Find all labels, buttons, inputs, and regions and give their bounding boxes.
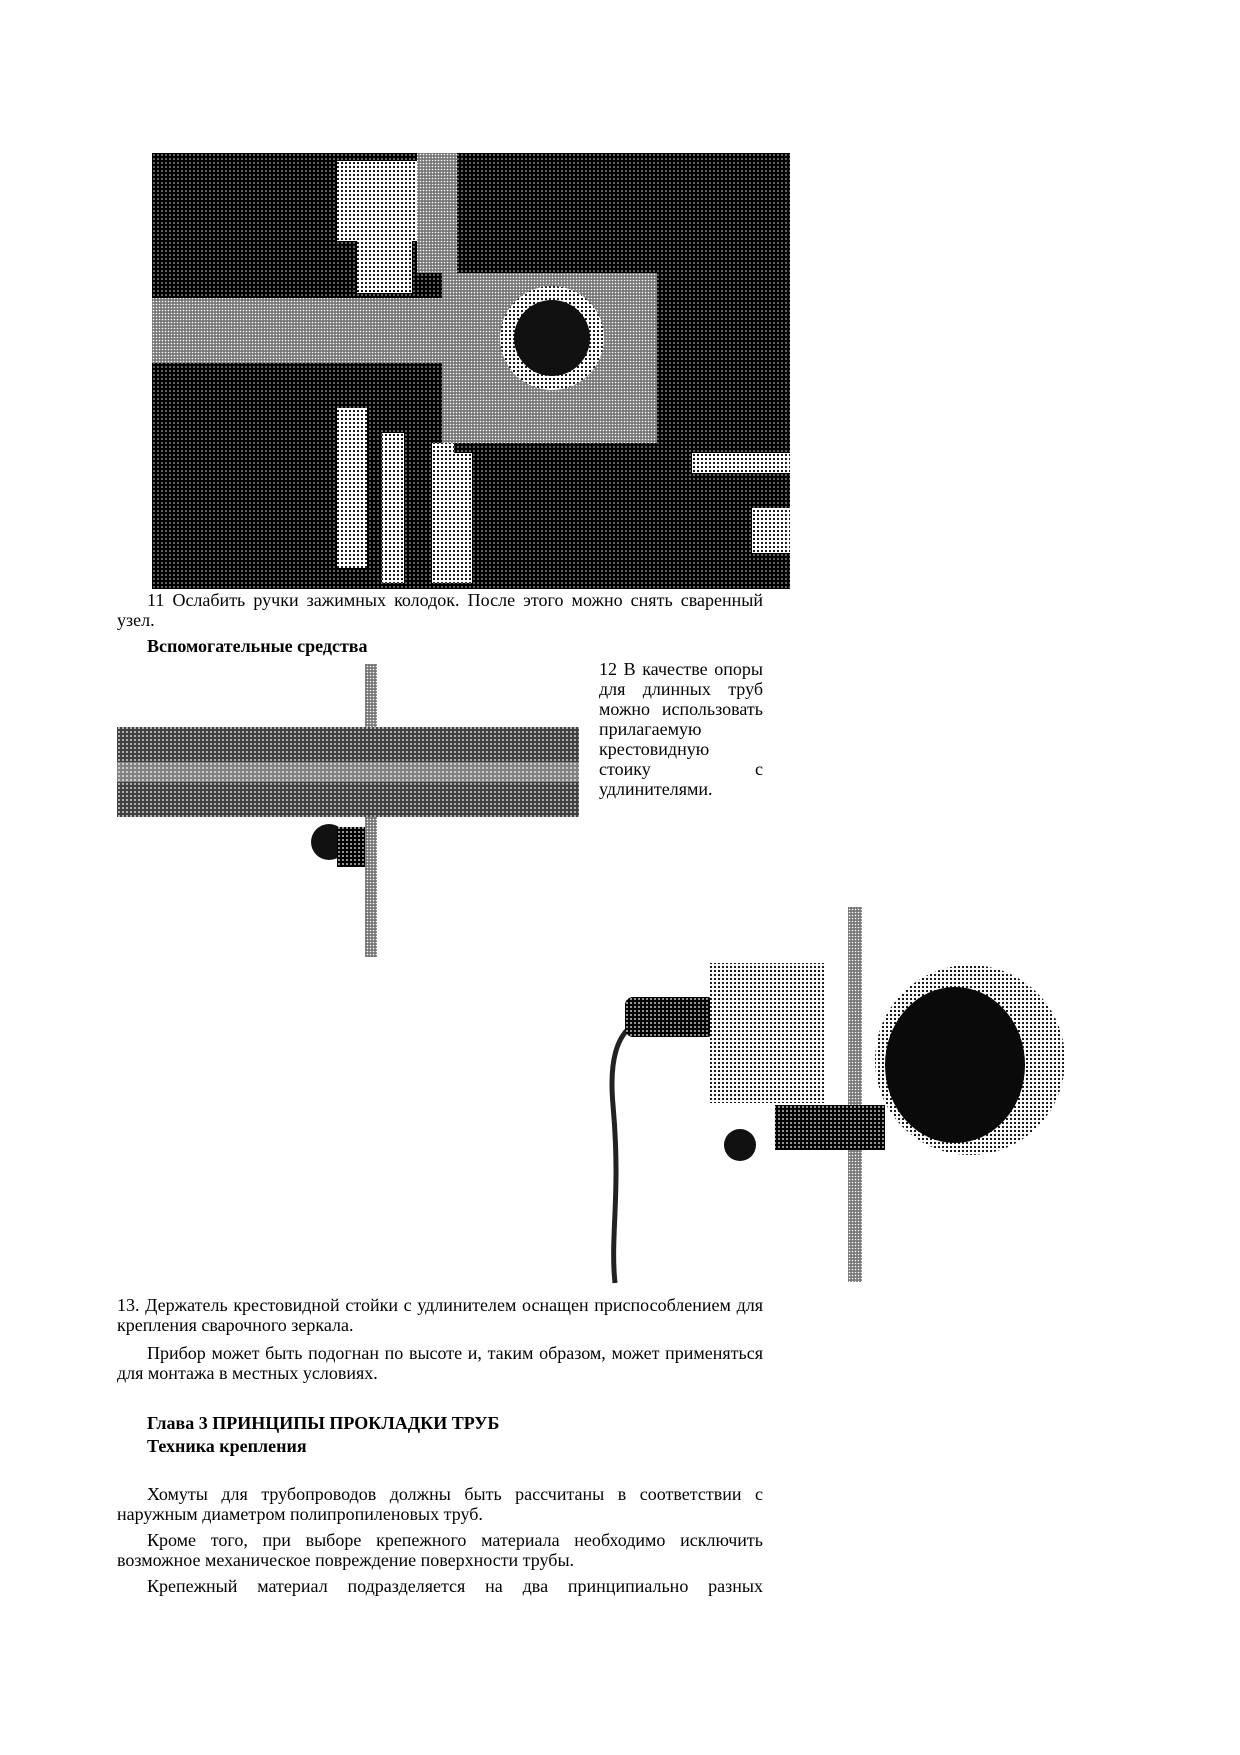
caption-step-12: 12 В качестве опоры для длинных труб можно использовать прилагаемую крестовидную стоику с удлинителями. xyxy=(599,659,763,799)
caption-step-11: 11 Ослабить ручки зажимных колодок. После этого можно снять сваренный узел. xyxy=(117,590,763,630)
paragraph-material-choice: Кроме того, при выборе крепежного материала необходимо исключить возможное механическое повреждение поверхности трубы. xyxy=(117,1530,763,1570)
paragraph-fastener-types: Крепежный материал подразделяется на два принципиально разных xyxy=(147,1576,763,1596)
paragraph-clamps: Хомуты для трубопроводов должны быть рассчитаны в соответствии с наружным диаметром полипропиленовых труб. xyxy=(117,1484,763,1524)
paragraph-device-adjust: Прибор может быть подогнан по высоте и, таким образом, может применяться для монтажа в местных условиях. xyxy=(117,1343,763,1383)
caption-step-13: 13. Держатель крестовидной стойки с удлинителем оснащен приспособлением для крепления сварочного зеркала. xyxy=(117,1295,763,1335)
photo-welding-clamp-unit xyxy=(152,153,790,589)
section-heading: Техника крепления xyxy=(147,1436,307,1456)
photo-pipe-on-cross-stand xyxy=(117,662,582,962)
heading-aux-tools: Вспомогательные средства xyxy=(147,636,368,656)
photo-welding-mirror-holder xyxy=(605,905,1070,1285)
chapter-heading: Глава 3 ПРИНЦИПЫ ПРОКЛАДКИ ТРУБ xyxy=(147,1413,500,1433)
